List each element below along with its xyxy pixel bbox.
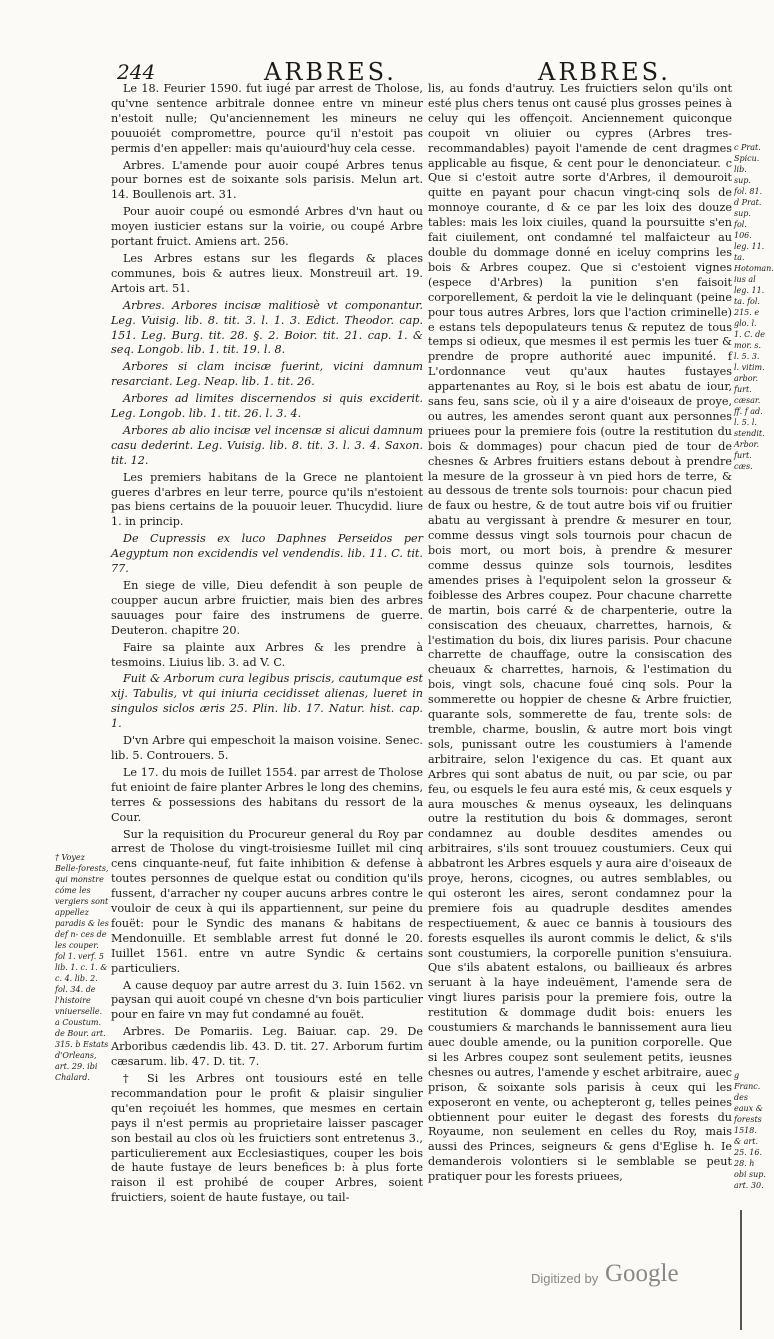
paragraph: lis, au fonds d'autruy. Les fruictiers selon qu'ils ont esté plus chers tenus ont causé plus grosses peines à celuy qui les offençoit. Anciennement quiconque coupoit vn oliuier ou cypres (Arbres tres-recommandables) payoit l'amende de cent dragmes applicable au fisque, & cent pour le denonciateur. c Que si c'estoit autre sorte d'Arbres, il demouroit quitte en payant pour chacun vingt-cinq sols de monnoye courante, d & ce par les loix des douze tables: mais les loix ciuiles, quand la poursuitte s'en fait ciuilement, ont condamné tel malfaicteur au double du dommage donné en iceluy comprins les bois & Arbres coupez. Que si c'estoient vignes (espece d'Arbres) la punition s'en faisoit corporellement, & perdoit la vie le delinquant (peine pour tous autres Arbres, lors que l'action criminelle) e estans tels depopulateurs tenus & reputez de tous temps si odieux, que mesmes il est permis les tuer & prendre de propre authorité auec impunité. f L'ordonnance veut qu'aux hautes fustayes appartenantes au Roy, si le bois est abatu de iour, sans feu, sans scie, où il y a aire d'oiseaux de proye, ou autres, les amendes seront quant aux personnes priuees pour la premiere fois (outre la restitution du bois & dommages) pour chacun pied de tour de chesnes & Arbres fruitiers estans debout à prendre la mesure de la grosseur à vn pied hors de terre, & au dessous de trente sols tournois: pour chacun pied de faux ou hestre, & de tout autre bois vif ou fruitier abatu au vergissant à prendre & mesurer en tour, comme dessus vingt sols tournois pour chacun de bois mort, ou mort bois, à prendre & mesurer comme dessus quinze sols tournois, lesdites amendes prises à l'equipolent selon la grosseur & foiblesse des Arbres coupez. Pour chacune charrette de martin, bois carré & de charpenterie, outre la consiscation des cheuaux, charrettes, harnois, & l'estimation du bois, dix liures parisis. Pour chacune charrette de chauffage, outre la consiscation des cheuaux & charrettes, harnois, & l'estimation du bois, vingt sols, chacune foué cinq sols. Pour la sommerette ou hoppier de chesne & Arbre fruictier, quarante sols, sommerette de fau, trente sols: de tremble, charme, bouslin, & autre mort bois vingt sols, punissant outre les coustumiers à l'amende arbitraire, selon l'exigence du cas. Et quant aux Arbres qui sont abatus de nuit, ou par scie, ou par feu, ou esquels le feu aura esté mis, & ceux esquels y aura mousches & menus oyseaux, les delinquans outre la restitution du bois & dommages, seront condamnez au double desdites amendes ou arbitraires, s'ils sont trouuez coustumiers. Ceux qui abbatront les Arbres esquels y aura aire d'oiseaux de proye, herons, cicognes, ou autres semblables, ou qui osteront les aires, seront condamnez pour la premiere fois au quadruple desdites amendes respectiuement, & auec ce bannis à tousiours des forests esquelles ils auront commis le delict, & s'ils sont coustumiers, la corporelle punition s'ensuiura. Que s'ils abatent estalons, ou baillieaux és arbres seruant à la haye indeuëment, l'amende sera de vingt liures parisis pour la premiere fois, outre la restitution & dommage dudit bois: enuers les coustumiers & marchands le bannissement aura lieu auec double amende, ou la punition corporelle. Que si les Arbres coupez sont seulement petits, ieusnes chesnes ou autres, l'amende y eschet arbitraire, auec prison, & soixante sols parisis à ceux qui les exposeront en vente, ou achepteront g, telles peines obtiennent pour euiter le degast des forests du Royaume, non seulement en celles du Roy, mais aussi des Princes, seigneurs & gens d'Eglise h. Ie demanderois volontiers si le semblable se peut pratiquer pour les forests priuees,: [428, 82, 732, 1184]
running-head-left: ARBRES.: [264, 58, 397, 86]
page-edge-mark: [740, 1210, 742, 1330]
paragraph: Les premiers habitans de la Grece ne plantoient gueres d'arbres en leur terre, pource qu'ils n'estoient pas biens certains de la pouuoir leuer. Thucydid. liure 1. in princip.: [111, 470, 423, 529]
running-head-right: ARBRES.: [538, 58, 671, 86]
paragraph: Le 18. Feurier 1590. fut iugé par arrest de Tholose, qu'vne sentence arbitrale donnee entre vn mineur n'estoit nulle; Qu'anciennement les mineurs ne pouuoiét compromettre, pource qu'il n'estoit pas permis d'en appeller: mais qu'auiourd'huy cela cesse.: [111, 82, 423, 155]
paragraph: Sur la requisition du Procureur general du Roy par arrest de Tholose du vingt-troisiesme Iuillet mil cinq cens cinquante-neuf, fut faite inhibition & defense à toutes personnes de quelque estat ou condition qu'ils fussent, d'arracher ny couper aucuns arbres contre le vouloir de ceux à qui ils appartiennent, sur peine du fouët: pour le Syndic des manans & habitans de Mendonuille. Et semblable arrest fut donné le 20. Iuillet 1561. entre vn autre Syndic & certains particuliers.: [111, 827, 423, 975]
citation: De Cupressis ex luco Daphnes Perseidos per Aegyptum non excidendis vel vendendis. lib. 11. C. tit. 77.: [111, 532, 423, 576]
citation: Arbores ad limites discernendos si quis exciderit. Leg. Longob. lib. 1. tit. 26. l. 3. 4.: [111, 392, 423, 421]
page-number: 244: [117, 60, 156, 84]
right-column: [428, 82, 732, 1187]
paragraph: † Si les Arbres ont tousiours esté en telle recommandation pour le profit & plaisir singulier qu'en reçoiuét les hommes, que mesmes en certain pays il n'est permis au proprietaire laisser pascager son bestail au clos où les fruictiers sont entretenus 3., particulierement aux Ecclesiastiques, couper les bois de haute fustaye de leurs benefices b: à plus forte raison il est prohibé de couper Arbres, soient fruictiers, soient de haute fustaye, ou tail-: [111, 1072, 423, 1205]
left-margin-notes: † Voyez Belle-forests, qui monstre cóme les vergiers sont appellez paradis & les def n- ces de les couper. fol 1. verf. 5 lib. 1. c. 1. & c. 4. lib. 2. fol. 34. de l'histoire vniuerselle. a Coustum. de Bour. art. 315. b Estats d'Orleans, art. 29. ibi Chalard.: [55, 853, 109, 1082]
right-margin-notes-2: g Franc. des eaux & forests 1518. & art. 25. 16. 28. h obi sup. art. 30.: [734, 1071, 766, 1190]
paragraph: A cause dequoy par autre arrest du 3. Iuin 1562. vn paysan qui auoit coupé vn chesne d'vn bois particulier pour en faire vn may fut condamné au fouët.: [111, 978, 423, 1022]
citation: Fuit & Arborum cura legibus priscis, cautumque est xij. Tabulis, vt qui iniuria cecidisset alienas, lueret in singulos siclos æris 25. Plin. lib. 17. Natur. hist. cap. 1.: [111, 672, 423, 731]
left-column: [111, 82, 423, 1208]
paragraph: En siege de ville, Dieu defendit à son peuple de coupper aucun arbre fruictier, mais bien des arbres sauuages pour faire des instrumens de guerre. Deuteron. chapitre 20.: [111, 579, 423, 637]
paragraph: Arbres. De Pomariis. Leg. Baiuar. cap. 29. De Arboribus cædendis lib. 43. D. tit. 27. Arborum furtim cæsarum. lib. 47. D. tit. 7.: [111, 1025, 423, 1069]
paragraph: Pour auoir coupé ou esmondé Arbres d'vn haut ou moyen iusticier estans sur la voirie, ou coupé Arbre portant fruict. Amiens art. 256.: [111, 205, 423, 249]
paragraph: Faire sa plainte aux Arbres & les prendre à tesmoins. Liuius lib. 3. ad V. C.: [111, 640, 423, 669]
right-margin-notes: c Prat. Spicu. lib. sup. fol. 81. d Prat. sup. fol. 106. leg. 11. ta. Hotoman. ius al leg. 11. ta. fol. 215. e glo. l. 1. C. de mor. s. l. 5. 3. l. vitim. arbor. furt. cæsar. ff. f ad. l. 5. l. stendit. Arbor. furt. cæs.: [734, 143, 774, 471]
paragraph: Les Arbres estans sur les flegards & places communes, bois & autres lieux. Monstreuil art. 19. Artois art. 51.: [111, 251, 423, 295]
citation: Arbores ab alio incisæ vel incensæ si alicui damnum casu dederint. Leg. Vuisig. lib. 8. tit. 3. l. 3. 4. Saxon. tit. 12.: [111, 423, 423, 467]
paragraph: Arbres. L'amende pour auoir coupé Arbres tenus pour bornes est de soixante sols parisis. Melun art. 14. Boullenois art. 31.: [111, 158, 423, 202]
citation: Arbores si clam incisæ fuerint, vicini damnum resarciant. Leg. Neap. lib. 1. tit. 26.: [111, 360, 423, 389]
paragraph: D'vn Arbre qui empeschoit la maison voisine. Senec. lib. 5. Controuers. 5.: [111, 734, 423, 762]
digitized-by-label: Digitized by: [531, 1271, 599, 1286]
paragraph: Le 17. du mois de Iuillet 1554. par arrest de Tholose fut enioint de faire planter Arbres le long des chemins, terres & possessions des habitans du ressort de la Cour.: [111, 765, 423, 824]
google-logo: Google: [605, 1260, 679, 1287]
citation: Arbres. Arbores incisæ malitiosè vt componantur. Leg. Vuisig. lib. 8. tit. 3. l. 1. 3. Edict. Theodor. cap. 151. Leg. Burg. tit. 28. §. 2. Boior. tit. 21. cap. 1. & seq. Longob. lib. 1. tit. 19. l. 8.: [111, 298, 423, 357]
